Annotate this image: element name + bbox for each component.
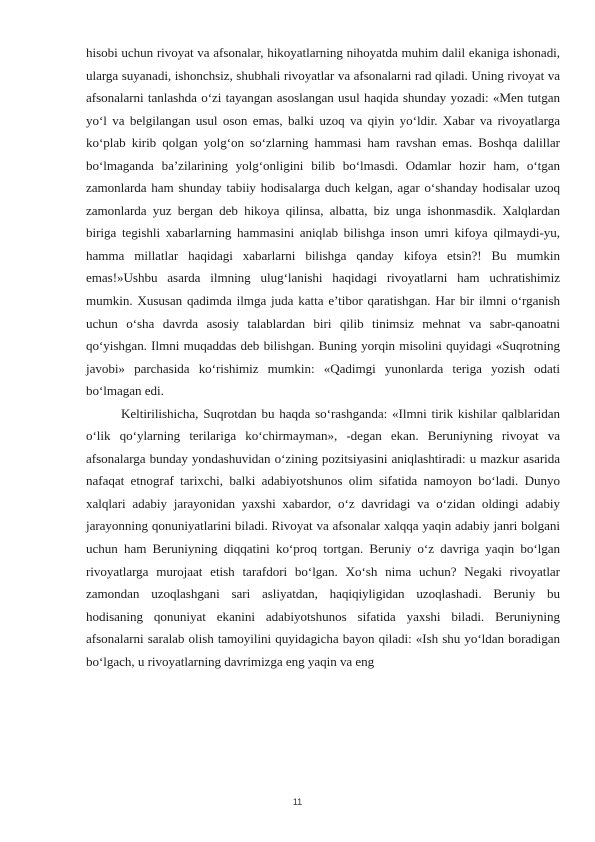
body-paragraph-1: hisobi uchun rivoyat va afsonalar, hikoyatlarning nihoyatda muhim dalil ekaniga ishonadi, ularga suyanadi, ishonchsiz, shubhali rivoyatlar va afsonalarni rad qiladi. Uning rivoyat va afsonalarni tanlashda o‘zi tayangan asoslangan usul haqida shunday yozadi: «Men tutgan yo‘l va belgilangan usul oson emas, balki uzoq va qiyin yo‘ldir. Xabar va rivoyatlarga ko‘plab kirib qolgan yolg‘on so‘zlarning hammasi ham ravshan emas. Boshqa dalillar bo‘lmaganda ba’zilarining yolg‘onligini bilib bo‘lmasdi. Odamlar hozir ham, o‘tgan zamonlarda ham shunday tabiiy hodisalarga duch kelgan, agar o‘shanday hodisalar uzoq zamonlarda yuz bergan deb hikoya qilinsa, albatta, biz unga ishonmasdik. Xalqlardan biriga tegishli xabarlarning hammasini aniqlab bilishga inson umri kifoya qilmaydi-yu, hamma millatlar haqidagi xabarlarni bilishga qanday kifoya etsin?! Bu mumkin emas!»Ushbu asarda ilmning ulug‘lanishi haqidagi rivoyatlarni ham uchratishimiz mumkin. Xususan qadimda ilmga juda katta e’tibor qaratishgan. Har bir ilmni o‘rganish uchun o‘sha davrda asosiy talablardan biri qilib tinimsiz mehnat va sabr-qanoatni qo‘yishgan. Ilmni muqaddas deb bilishgan. Buning yorqin misolini quyidagi «Suqrotning javobi» parchasida ko‘rishimiz mumkin: «Qadimgi yunonlarda teriga yozish odati bo‘lmagan edi. [86, 45, 560, 399]
body-paragraph-2: Keltirilishicha, Suqrotdan bu haqda so‘rashganda: «Ilmni tirik kishilar qalblaridan o‘lik qo‘ylarning terilariga ko‘chirmayman», -degan ekan. Beruniyning rivoyat va afsonalarga bunday yondashuvidan o‘zining pozitsiyasini aniqlashtiradi: u mazkur asarida nafaqat etnograf tarixchi, balki adabiyotshunos olim sifatida namoyon bo‘ladi. Dunyo xalqlari adabiy jarayonidan yaxshi xabardor, o‘z davridagi va o‘zidan oldingi adabiy jarayonning qonuniyatlarini biladi. Rivoyat va afsonalar xalqqa yaqin adabiy janri bolgani uchun ham Beruniyning diqqatini ko‘proq tortgan. Beruniy o‘z davriga yaqin bo‘lgan rivoyatlarga murojaat etish tarafdori bo‘lgan. Xo‘sh nima uchun? Negaki rivoyatlar zamondan uzoqlashgani sari asliyatdan, haqiqiyligidan uzoqlashadi. Beruniy bu hodisaning qonuniyat ekanini adabiyotshunos sifatida yaxshi biladi. Beruniyning afsonalarni saralab olish tamoyilini quyidagicha bayon qiladi: «Ish shu yo‘ldan boradigan bo‘lgach, u rivoyatlarning davrimizga eng yaqin va eng [86, 405, 560, 669]
page-number: 11 [292, 797, 303, 807]
page-body [86, 42, 560, 673]
